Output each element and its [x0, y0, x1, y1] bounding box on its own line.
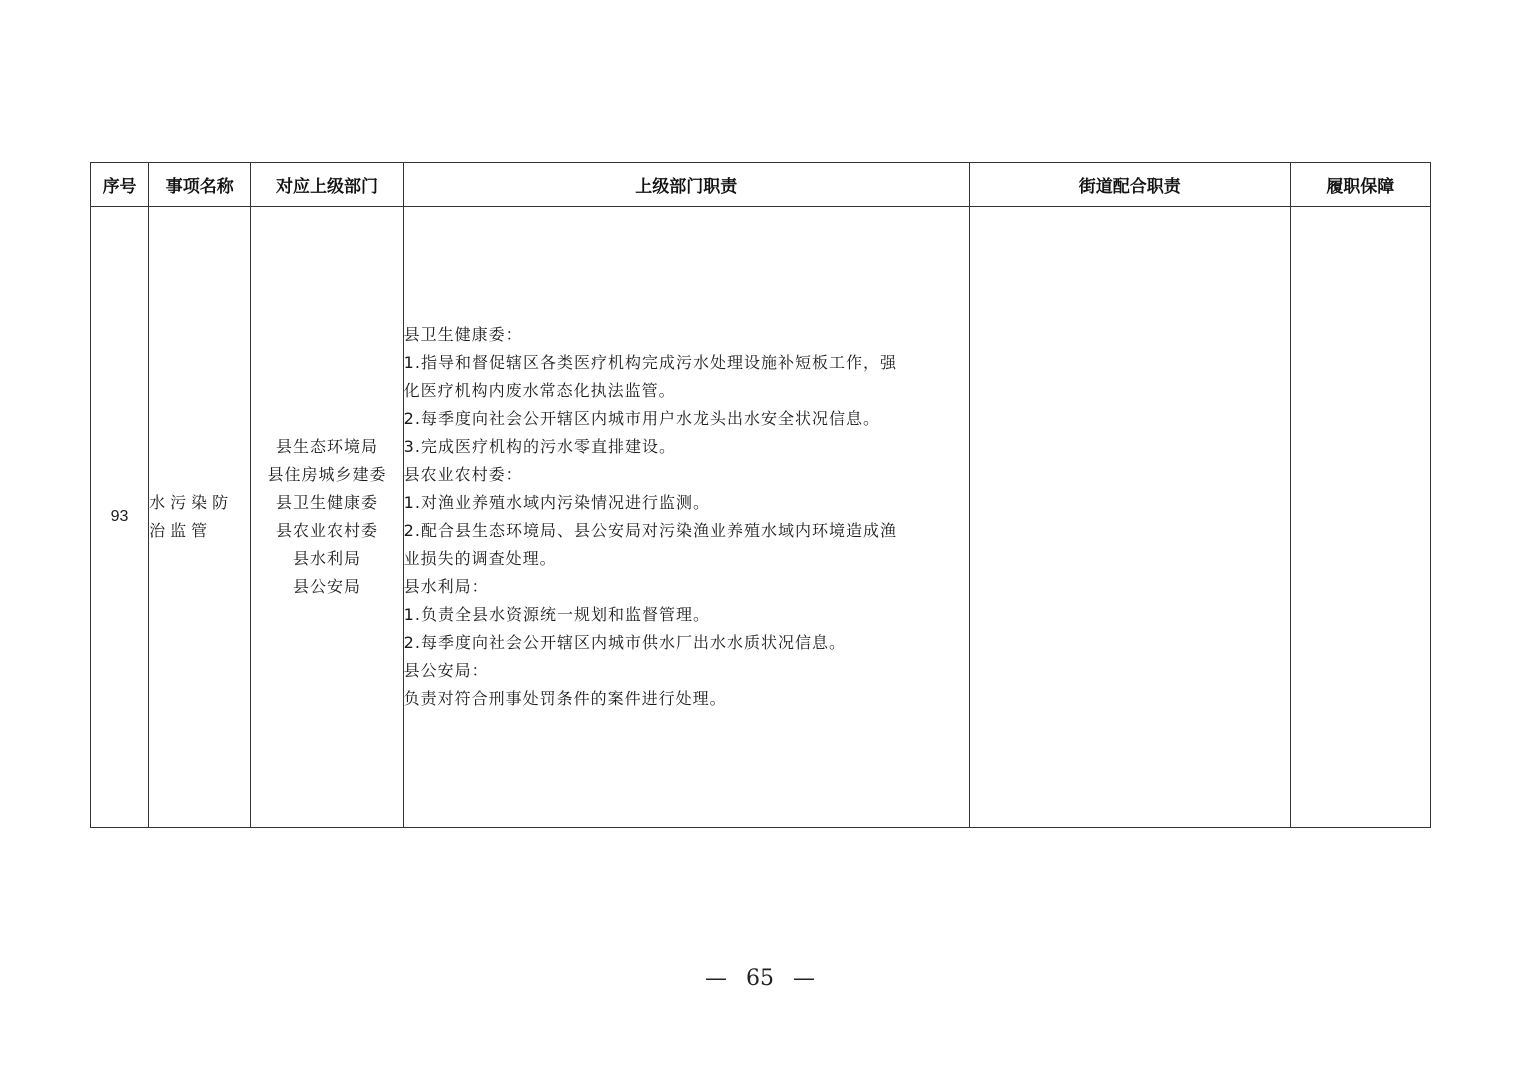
dept-item: 县公安局: [293, 577, 362, 596]
duty-line: 县公安局：: [403, 661, 489, 680]
footer-dash-right: —: [793, 966, 815, 991]
item-name-cell: [149, 207, 251, 828]
duty-line: 县农业农村委：: [403, 465, 523, 484]
duty-line: 2.每季度向社会公开辖区内城市供水厂出水水质状况信息。: [403, 633, 846, 652]
duty-line: 负责对符合刑事处罚条件的案件进行处理。: [403, 689, 727, 708]
superior-duty-cell: [403, 207, 969, 828]
dept-item: 县住房城乡建委: [267, 465, 387, 484]
table-row: [91, 207, 1431, 828]
duty-line: 2.配合县生态环境局、县公安局对污染渔业养殖水域内环境造成渔: [403, 521, 897, 540]
duty-table: [90, 162, 1431, 828]
item-name-line: 水污染防: [149, 493, 234, 512]
dept-item: 县农业农村委: [276, 521, 379, 540]
guarantee-cell: [1290, 207, 1430, 828]
duty-line: 2.每季度向社会公开辖区内城市用户水龙头出水安全状况信息。: [403, 409, 880, 428]
duty-line: 1.负责全县水资源统一规划和监督管理。: [403, 605, 710, 624]
page-footer: [0, 966, 1520, 991]
duty-line: 3.完成医疗机构的污水零直排建设。: [403, 437, 676, 456]
duty-line: 1.指导和督促辖区各类医疗机构完成污水处理设施补短板工作，强: [403, 353, 897, 372]
footer-dash-left: —: [705, 966, 727, 991]
dept-item: 县卫生健康委: [276, 493, 379, 512]
header-guarantee: 履职保障: [1290, 163, 1430, 207]
header-item-name: 事项名称: [149, 163, 251, 207]
header-no: 序号: [91, 163, 149, 207]
street-coop-duty-cell: [969, 207, 1290, 828]
duty-line: 县卫生健康委：: [403, 325, 523, 344]
duty-line: 化医疗机构内废水常态化执法监管。: [403, 381, 676, 400]
table-header-row: [91, 163, 1431, 207]
header-street-coop-duty: 街道配合职责: [969, 163, 1290, 207]
duty-table-container: [90, 162, 1431, 828]
item-name-line: 治监管: [149, 521, 213, 540]
superior-dept-cell: [251, 207, 403, 828]
header-superior-dept: 对应上级部门: [251, 163, 403, 207]
duty-line: 县水利局：: [403, 577, 489, 596]
dept-item: 县生态环境局: [276, 437, 379, 456]
page-number: 65: [746, 966, 774, 991]
header-superior-duty: 上级部门职责: [403, 163, 969, 207]
duty-line: 1.对渔业养殖水域内污染情况进行监测。: [403, 493, 710, 512]
duty-line: 业损失的调查处理。: [403, 549, 557, 568]
dept-item: 县水利局: [293, 549, 362, 568]
row-number: 93: [91, 207, 149, 828]
